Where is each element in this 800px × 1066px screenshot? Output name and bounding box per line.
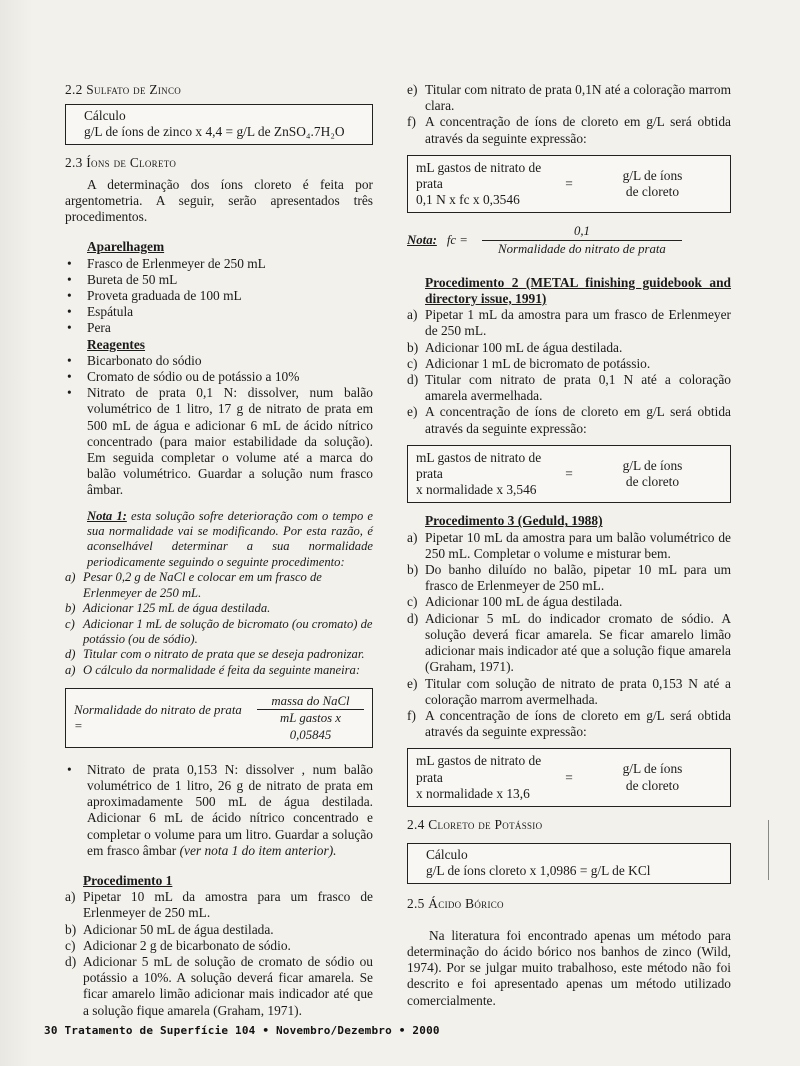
list-item: • Proveta graduada de 100 mL: [65, 288, 373, 304]
list-item: a) O cálculo da normalidade é feita da seguinte maneira:: [65, 662, 361, 677]
list-item: e) A concentração de íons de cloreto em g/L será obtida através da seguinte expressão:: [407, 404, 731, 436]
formula-box-2: mL gastos de nitrato de prata x normalidade x 3,546 = g/L de íons de cloreto: [407, 445, 731, 504]
nota-1-label: Nota 1:: [87, 508, 127, 523]
nota-1: [65, 509, 373, 571]
list-item: f) A concentração de íons de cloreto em g/L será obtida através da seguinte expressão:: [407, 707, 731, 740]
list-item: c) Adicionar 100 mL de água destilada.: [407, 594, 623, 610]
nitrato-153-item: [65, 762, 373, 859]
list-item: d) Titular com o nitrato de prata que se deseja padronizar.: [65, 647, 365, 662]
list-item: d) Adicionar 5 mL de solução de cromato de sódio ou potássio a 10%. A solução deverá ficar amarela. Se ficar amarelo limão adicionar mais indicador até que a solução fique amarela (Graham, 1971).: [65, 953, 373, 1018]
calc-box-zinc: [65, 104, 373, 144]
normalidade-formula-box: [65, 688, 373, 748]
list-item: d) Adicionar 5 mL do indicador cromato de sódio. A solução deverá ficar amarela. Se ficar amarelo limão adicionar mais indicador até que a solução fique amarela (Graham, 1971).: [407, 610, 731, 675]
nota-fraction: $\frac{0,1}{\text{Normalidade do nitrato de prata}}$: [482, 223, 682, 256]
section-2-3-heading: 2.3 Íons de Cloreto: [65, 154, 177, 170]
calc-label: Cálculo: [426, 847, 468, 863]
procedimento-1-heading: Procedimento 1: [83, 872, 173, 888]
reagentes-heading: Reagentes: [87, 336, 146, 352]
section-2-5-heading: 2.5 Ácido Bórico: [407, 895, 504, 911]
nota-label: Nota:: [407, 233, 437, 248]
list-item: • Cromato de sódio ou de potássio a 10%: [65, 369, 373, 385]
aparelhagem-list: [65, 256, 373, 337]
section-2-5-paragraph: Na literatura foi encontrado apenas um método para determinação do ácido bórico nos banhos de zinco (Wild, 1974). Por se julgar muito trabalhoso, este método não foi descrito e foi apresentado apenas um método utilizado comercialmente.: [407, 927, 731, 1008]
procedimento-2-steps: [407, 307, 731, 437]
procedimento-1-continued: [407, 82, 731, 147]
margin-rule: [768, 820, 769, 880]
right-column: [407, 82, 731, 1009]
list-item: a) Pipetar 10 mL da amostra para um frasco de Erlenmeyer de 250 mL.: [65, 889, 373, 921]
reagentes-list: [65, 353, 373, 499]
list-item: • Bicarbonato do sódio: [65, 353, 373, 369]
intro-paragraph: A determinação dos íons cloreto é feita por argentometria. A seguir, serão apresentados três procedimentos.: [65, 176, 373, 225]
list-item: • Frasco de Erlenmeyer de 250 mL: [65, 256, 373, 272]
nota-1-text: esta solução sofre deterioração com o tempo e sua normalidade vai se modificando. Por esta razão, é aconselhável determinar a sua normalidade periodicamente seguindo o seguinte procedimento:: [87, 508, 373, 569]
page-footer: 30 Tratamento de Superfície 104 • Novembro/Dezembro • 2000: [44, 1024, 440, 1037]
section-2-4-title: Cloreto de Potássio: [428, 816, 543, 832]
list-item: c) Adicionar 2 g de bicarbonato de sódio.: [65, 937, 291, 953]
aparelhagem-heading: Aparelhagem: [87, 239, 165, 255]
formula-box-3: mL gastos de nitrato de prata x normalidade x 13,6 = g/L de íons de cloreto: [407, 748, 731, 807]
list-item: f) A concentração de íons de cloreto em g/L será obtida através da seguinte expressão:: [407, 114, 731, 146]
procedimento-3-heading: Procedimento 3 (Geduld, 1988): [425, 513, 603, 529]
list-item: b) Adicionar 125 mL de água destilada.: [65, 601, 271, 616]
calc-label: Cálculo: [84, 108, 126, 124]
list-item: • Bureta de 50 mL: [65, 272, 373, 288]
list-item: • Nitrato de prata 0,1 N: dissolver, num balão volumétrico de 1 litro, 17 g de nitrato de prata em 500 mL de água e adicionar 6 mL de ácido nítrico concentrado (para maior estabilidade da solução). Em seguida completar o volume até a marca do balão volumétrico. Guardar a solução num frasco âmbar.: [65, 385, 373, 498]
list-item: c) Adicionar 1 mL de solução de bicromato (ou cromato) de potássio (ou de sódio).: [65, 616, 373, 646]
procedimento-1-steps: [65, 889, 373, 1019]
procedimento-3-steps: [407, 530, 731, 741]
calc-formula: g/L de íons cloreto x 1,0986 = g/L de KCl: [426, 863, 651, 879]
formula-fraction: $\frac{\text{massa do NaCl}}{\text{mL gastos x 0,05845}}$: [257, 693, 364, 743]
section-2-5-title: Ácido Bórico: [428, 895, 504, 911]
formula-box-1: mL gastos de nitrato de prata 0,1 N x fc x 0,3546 = g/L de íons de cloreto: [407, 155, 731, 214]
nota-1-steps: [65, 570, 373, 678]
list-item: c) Adicionar 1 mL de bicromato de potássio.: [407, 355, 651, 371]
list-item: e) Titular com nitrato de prata 0,1N até a coloração marrom clara.: [407, 82, 731, 114]
list-item: b) Do banho diluído no balão, pipetar 10 mL para um frasco de Erlenmeyer de 250 mL.: [407, 562, 731, 594]
nota-fc: [407, 223, 731, 256]
list-item: b) Adicionar 50 mL de água destilada.: [65, 921, 274, 937]
page-edge-shadow: [0, 0, 32, 1066]
calc-box-kcl: [407, 843, 731, 883]
list-item: • Nitrato de prata 0,153 N: dissolver , num balão volumétrico de 1 litro, 26 g de nitrato de prata em aproximadamente 500 mL de água destilada. Adicionar 6 mL de ácido nítrico concentrado e completar o volume para um litro. Guardar a solução em frasco âmbar (ver nota 1 do item anterior).: [65, 762, 373, 859]
procedimento-2-heading: Procedimento 2 (METAL finishing guidebook and directory issue, 1991): [425, 274, 731, 307]
nota-lhs: fc =: [446, 233, 468, 248]
calc-formula: g/L de íons de zinco x 4,4 = g/L de ZnSO₄.7H₂O: [84, 124, 345, 140]
list-item: a) Pipetar 10 mL da amostra para um balão volumétrico de 250 mL. Completar o volume e misturar bem.: [407, 529, 731, 561]
list-item: a) Pipetar 1 mL da amostra para um frasco de Erlenmeyer de 250 mL.: [407, 307, 731, 339]
section-2-4-heading: 2.4 Cloreto de Potássio: [407, 816, 543, 832]
left-column: [65, 82, 373, 1019]
section-2-2-heading: 2.2 Sulfato de Zinco: [65, 82, 182, 97]
formula-lhs: Normalidade do nitrato de prata =: [74, 702, 242, 733]
list-item: a) Pesar 0,2 g de NaCl e colocar em um frasco de Erlenmeyer de 250 mL.: [65, 570, 322, 600]
section-2-3-title: Íons de Cloreto: [86, 154, 177, 170]
list-item: • Pera: [65, 320, 373, 336]
list-item: d) Titular com nitrato de prata 0,1 N até a coloração amarela avermelhada.: [407, 372, 731, 404]
list-item: e) Titular com solução de nitrato de prata 0,153 N até a coloração marrom avermelhada.: [407, 675, 731, 707]
list-item: • Espátula: [65, 304, 373, 320]
section-2-2-title: Sulfato de Zinco: [86, 82, 182, 97]
list-item: b) Adicionar 100 mL de água destilada.: [407, 339, 623, 355]
